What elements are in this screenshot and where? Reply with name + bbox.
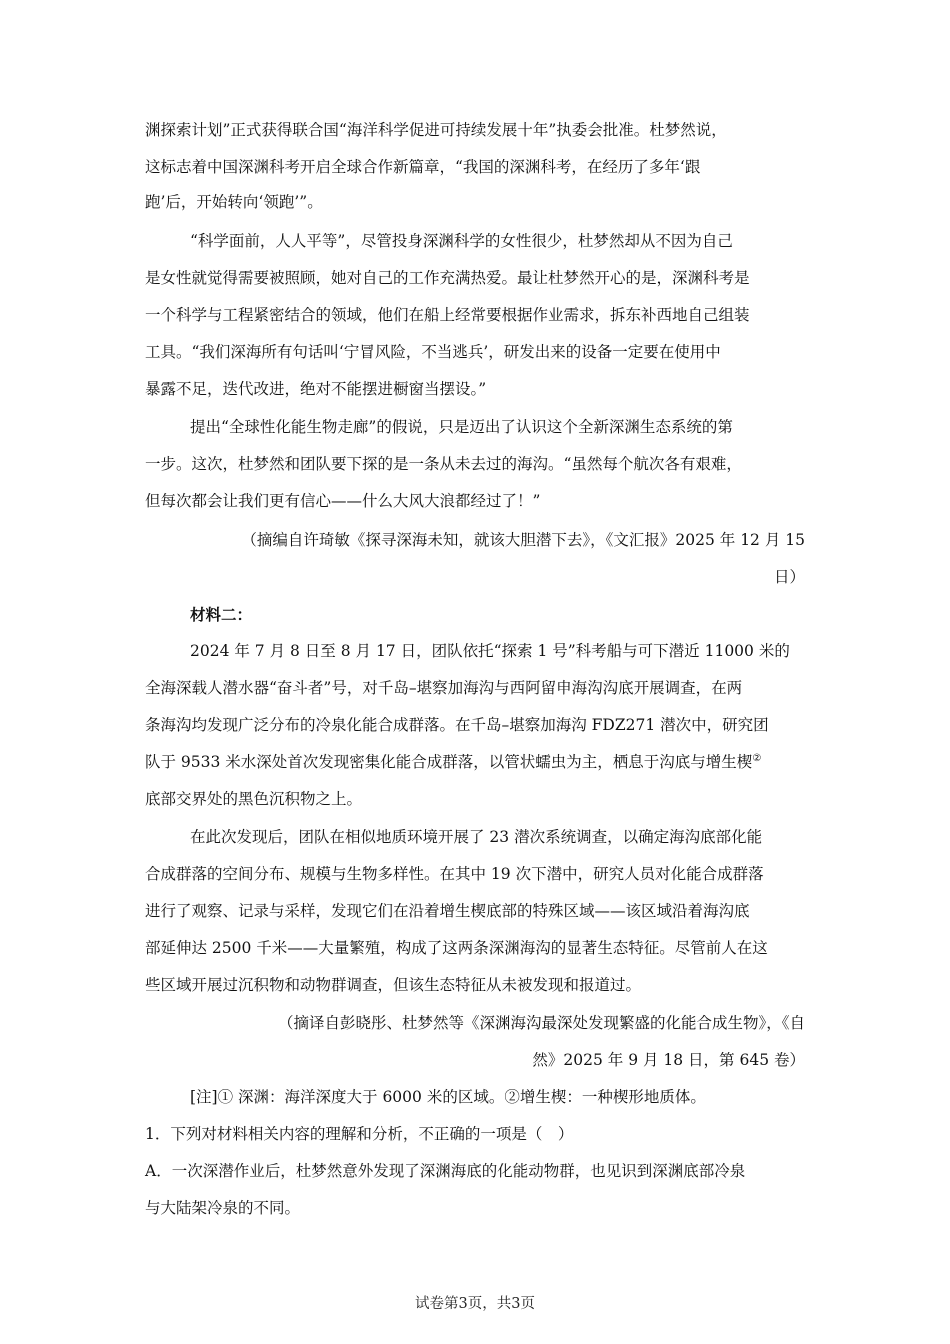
text-line: 一步。这次，杜梦然和团队要下探的是一条从未去过的海沟。“虽然每个航次各有艰难， — [145, 455, 742, 473]
text-line-content: 队于 9533 米水深处首次发现密集化能合成群落，以管状蠕虫为主，栖息于沟底与增生楔 — [145, 753, 753, 772]
text-line — [145, 753, 761, 773]
text-line: 在此次发现后，团队在相似地质环境开展了 23 潜次系统调查，以确定海沟底部化能 — [190, 828, 763, 846]
text-line: 但每次都会让我们更有信心——什么大风大浪都经过了！” — [145, 492, 541, 510]
text-line: 提出“全球性化能生物走廊”的假说，只是迈出了认识这个全新深渊生态系统的第 — [190, 418, 733, 436]
text-line: “科学面前，人人平等”，尽管投身深渊科学的女性很少，杜梦然却从不因为自己 — [190, 232, 733, 250]
footnote-marker: ② — [752, 753, 762, 764]
question-stem: 1．下列对材料相关内容的理解和分析，不正确的一项是（ ） — [145, 1125, 574, 1143]
question-option-a-continued: 与大陆架冷泉的不同。 — [145, 1199, 301, 1217]
text-line: 些区域开展过沉积物和动物群调查，但该生态特征从未被发现和报道过。 — [145, 976, 642, 994]
source-citation: 日） — [773, 568, 805, 586]
text-line: 进行了观察、记录与采样，发现它们在沿着增生楔底部的特殊区域——该区域沿着海沟底 — [145, 902, 750, 920]
text-line: 部延伸达 2500 千米——大量繁殖，构成了这两条深渊海沟的显著生态特征。尽管前人在这 — [145, 939, 768, 957]
text-line: 渊探索计划”正式获得联合国“海洋科学促进可持续发展十年”执委会批准。杜梦然说， — [145, 121, 727, 139]
page-footer: 试卷第3页，共3页 — [415, 1296, 535, 1312]
text-line: 条海沟均发现广泛分布的冷泉化能合成群落。在千岛–堪察加海沟 FDZ271 潜次中，研究团 — [145, 716, 769, 734]
text-line: 底部交界处的黑色沉积物之上。 — [145, 790, 363, 808]
question-option-a: A．一次深潜作业后，杜梦然意外发现了深渊海底的化能动物群，也见识到深渊底部冷泉 — [145, 1162, 746, 1180]
text-line: 暴露不足，迭代改进，绝对不能摆进橱窗当摆设。” — [145, 380, 487, 398]
text-line: 这标志着中国深渊科考开启全球合作新篇章，“我国的深渊科考，在经历了多年‘跟 — [145, 158, 701, 176]
source-citation: 然》2025 年 9 月 18 日，第 645 卷） — [532, 1051, 805, 1069]
text-line: 工具。“我们深海所有句话叫‘宁冒风险，不当逃兵’，研发出来的设备一定要在使用中 — [145, 343, 721, 361]
text-line: 是女性就觉得需要被照顾，她对自己的工作充满热爱。最让杜梦然开心的是，深渊科考是 — [145, 269, 750, 287]
footnote: [注]① 深渊：海洋深度大于 6000 米的区域。②增生楔：一种楔形地质体。 — [190, 1088, 706, 1106]
text-line: 全海深载人潜水器“奋斗者”号，对千岛–堪察加海沟与西阿留申海沟沟底开展调查，在两 — [145, 679, 743, 697]
text-line: 跑’后，开始转向‘领跑’”。 — [145, 193, 323, 211]
source-citation: （摘译自彭晓彤、杜梦然等《深渊海沟最深处发现繁盛的化能合成生物》，《自 — [277, 1014, 805, 1032]
source-citation: （摘编自许琦敏《探寻深海未知，就该大胆潜下去》，《文汇报》2025 年 12 月 15 — [241, 531, 805, 549]
text-line: 2024 年 7 月 8 日至 8 月 17 日，团队依托“探索 1 号”科考船与可下潜近 11000 米的 — [190, 642, 790, 660]
section-heading: 材料二： — [190, 605, 253, 624]
text-line: 一个科学与工程紧密结合的领域，他们在船上经常要根据作业需求，拆东补西地自己组装 — [145, 306, 750, 324]
text-line: 合成群落的空间分布、规模与生物多样性。在其中 19 次下潜中，研究人员对化能合成群落 — [145, 865, 764, 883]
